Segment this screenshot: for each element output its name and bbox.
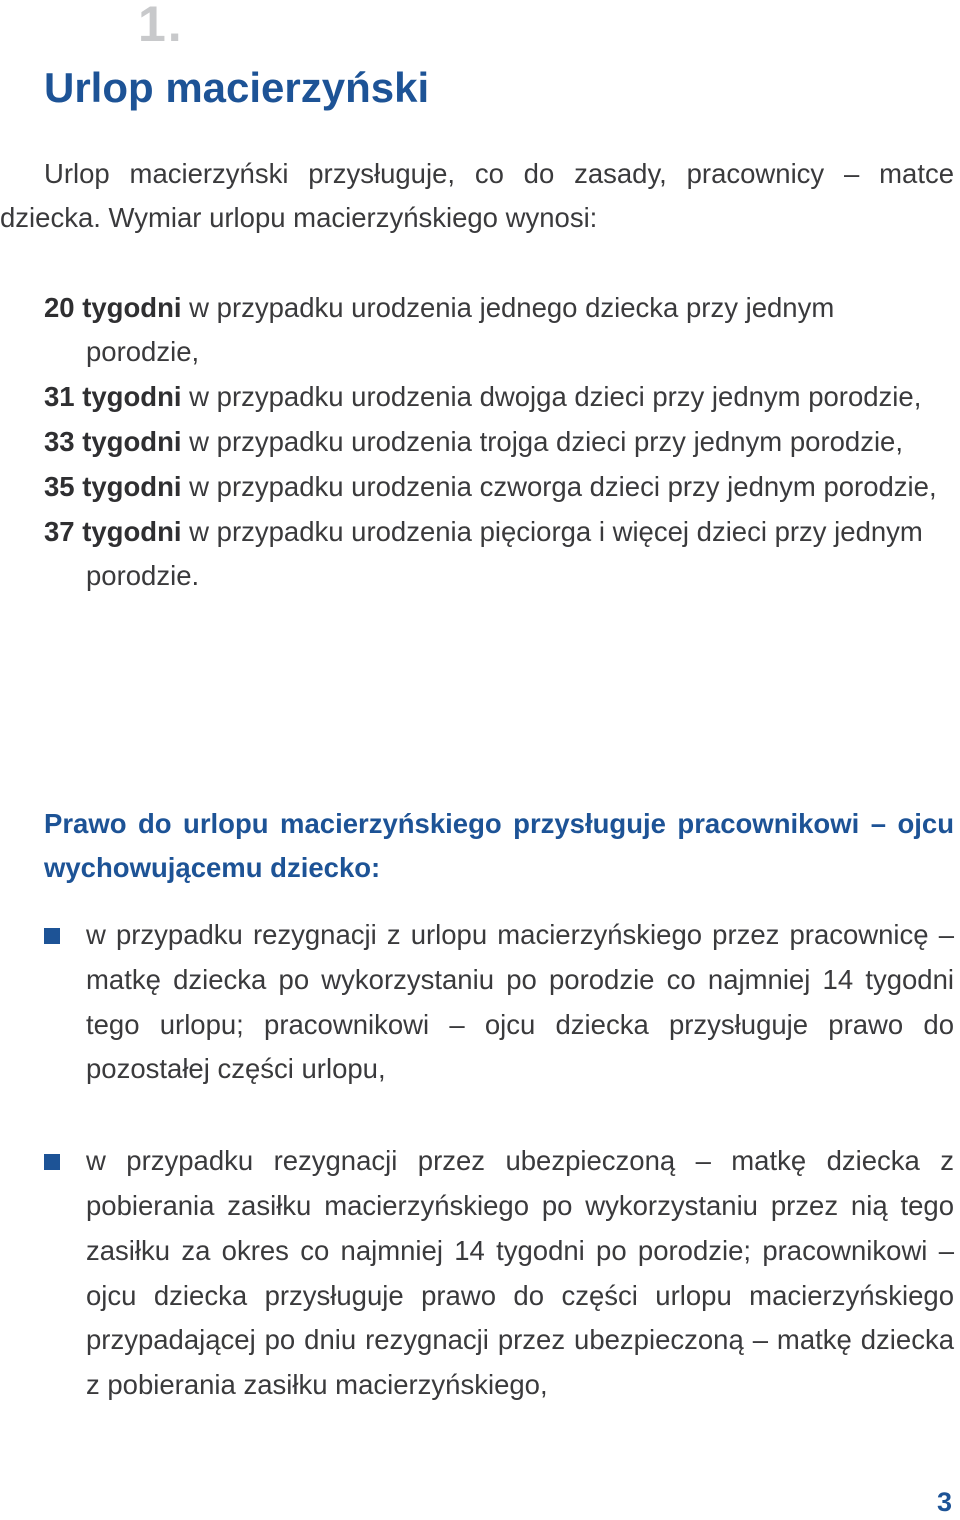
intro-paragraph: Urlop macierzyński przysługuje, co do zasady, pracownicy – matce dziecka. Wymiar urlopu macierzyńskiego wynosi: xyxy=(0,158,954,233)
chapter-number: 1. xyxy=(138,0,184,52)
weeks-amount: 20 tygodni xyxy=(44,292,182,323)
father-rights-list xyxy=(44,913,954,1408)
chapter-title: Urlop macierzyński xyxy=(44,64,430,111)
weeks-amount: 31 tygodni xyxy=(44,381,182,412)
bullet-text: w przypadku rezygnacji przez ubezpieczoną – matkę dziecka z pobierania zasiłku macierzyńskiego po wykorzystaniu przez nią tego zasiłku za okres co najmniej 14 tygodni po porodzie; pracownikowi – ojcu dziecka przysługuje prawo do części urlopu macierzyńskiego przypadającej po dniu rezygnacji przez ubezpieczoną – matkę dziecka z pobierania zasiłku macierzyńskiego, xyxy=(86,1145,954,1401)
bullet-text: w przypadku rezygnacji z urlopu macierzyńskiego przez pracownicę – matkę dziecka po wykorzystaniu po porodzie co najmniej 14 tygodni tego urlopu; pracownikowi – ojcu dziecka przysługuje prawo do pozostałej części urlopu, xyxy=(86,919,954,1085)
list-item xyxy=(44,420,954,464)
weeks-description: w przypadku urodzenia jednego dziecka przy jednym porodzie, xyxy=(86,292,835,367)
weeks-amount: 33 tygodni xyxy=(44,426,182,457)
list-item xyxy=(44,286,954,374)
weeks-amount: 37 tygodni xyxy=(44,516,182,547)
section-subheading: Prawo do urlopu macierzyńskiego przysługuje pracownikowi – ojcu wychowującemu dziecko: xyxy=(44,808,954,883)
weeks-amount: 35 tygodni xyxy=(44,471,182,502)
weeks-description: w przypadku urodzenia pięciorga i więcej dzieci przy jednym porodzie. xyxy=(86,516,923,591)
leave-length-list xyxy=(44,286,954,599)
square-bullet-icon xyxy=(44,1154,60,1170)
page-number: 3 xyxy=(936,1487,952,1517)
weeks-description: w przypadku urodzenia czworga dzieci przy jednym porodzie, xyxy=(189,471,937,502)
weeks-description: w przypadku urodzenia trojga dzieci przy jednym porodzie, xyxy=(189,426,903,457)
list-item xyxy=(44,465,954,509)
list-item xyxy=(44,1139,954,1408)
list-item xyxy=(44,510,954,598)
square-bullet-icon xyxy=(44,928,60,944)
list-item xyxy=(44,913,954,1092)
weeks-description: w przypadku urodzenia dwojga dzieci przy jednym porodzie, xyxy=(189,381,922,412)
list-item xyxy=(44,375,954,419)
